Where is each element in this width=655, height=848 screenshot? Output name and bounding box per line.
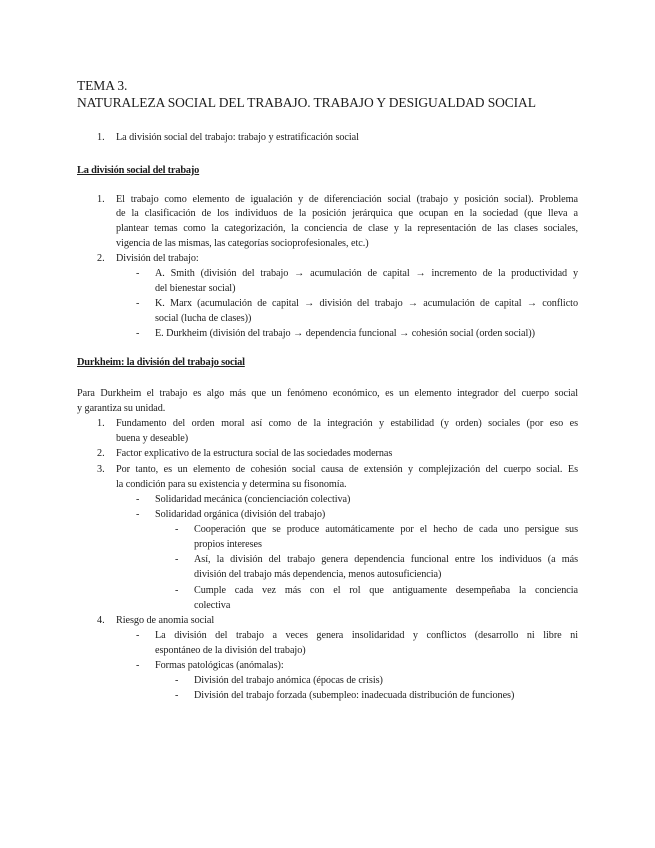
title-line-2: NATURALEZA SOCIAL DEL TRABAJO. TRABAJO Y DESIGUALDAD SOCIAL (77, 95, 536, 110)
bullet-dash: - (136, 509, 140, 520)
section-heading-division-social: La división social del trabajo (77, 165, 200, 176)
s2-item4-bullet1-line-1: La división del trabajo a veces genera insolidaridad y conflictos (desarrollo ni libre ni (155, 630, 578, 641)
toc-text: La división social del trabajo: trabajo y estratificación social (116, 132, 359, 143)
s2-item4-bullet1-line-2: espontáneo de la división del trabajo) (155, 645, 306, 656)
s1-item1-line-2: de la clasificación de los individuos de la posición jerárquica que ocupan en la sociedad (que lleva a (116, 208, 578, 219)
s1-item2-text: División del trabajo: (116, 253, 199, 264)
s2-item4-number: 4. (97, 615, 105, 626)
s1-bullet-marx-line-1: K. Marx (acumulación de capital → división del trabajo → acumulación de capital → conflicto (155, 298, 578, 309)
s2-item2-text: Factor explicativo de la estructura social de las sociedades modernas (116, 448, 393, 459)
bullet-dash: - (136, 494, 140, 505)
s2-item3-sub3-line-1: Cumple cada vez más con el rol que antiguamente desempeñaba la conciencia (194, 585, 578, 596)
s2-intro-line-1: Para Durkheim el trabajo es algo más que un fenómeno económico, es un elemento integrador del cuerpo social (77, 388, 578, 399)
sub-bullet-dash: - (175, 690, 179, 701)
s1-item1-line-1: El trabajo como elemento de igualación y de diferenciación social (trabajo y posición social). Problema (116, 194, 578, 205)
s1-bullet-smith-line-1: A. Smith (división del trabajo → acumulación de capital → incremento de la productividad y (155, 268, 578, 279)
s2-item3-line-1: Por tanto, es un elemento de cohesión social causa de extensión y complejización del cuerpo social. Es (116, 464, 578, 475)
s2-item3-number: 3. (97, 464, 105, 475)
title-line-1: TEMA 3. (77, 78, 128, 93)
sub-bullet-dash: - (175, 675, 179, 686)
s2-item1-line-1: Fundamento del orden moral así como de la integración y estabilidad (y orden) sociales (por eso es (116, 418, 578, 429)
bullet-dash: - (136, 328, 140, 339)
s2-item3-line-2: la condición para su existencia y determina su fisonomía. (116, 479, 347, 490)
bullet-dash: - (136, 298, 140, 309)
s1-bullet-durkheim: E. Durkheim (división del trabajo → dependencia funcional → cohesión social (orden social)) (155, 328, 535, 339)
s2-item4-sub2: División del trabajo forzada (subempleo: inadecuada distribución de funciones) (194, 690, 515, 701)
s2-item3-sub1-line-2: propios intereses (194, 539, 262, 550)
s1-bullet-marx-line-2: social (lucha de clases)) (155, 313, 252, 324)
s2-item3-bullet-mecanica: Solidaridad mecánica (concienciación colectiva) (155, 494, 351, 505)
s2-intro-line-2: y garantiza su unidad. (77, 403, 166, 414)
s1-item1-number: 1. (97, 194, 105, 205)
sub-bullet-dash: - (175, 554, 179, 565)
bullet-dash: - (136, 660, 140, 671)
toc-number: 1. (97, 132, 105, 143)
section-heading-durkheim: Durkheim: la división del trabajo social (77, 357, 245, 368)
s2-item3-sub2-line-2: división del trabajo más dependencia, menos autosuficiencia) (194, 569, 442, 580)
s1-item1-line-4: vigencia de las mismas, las categorías socioprofesionales, etc.) (116, 238, 369, 249)
s2-item4-bullet2: Formas patológicas (anómalas): (155, 660, 284, 671)
s2-item1-number: 1. (97, 418, 105, 429)
s2-item3-sub1-line-1: Cooperación que se produce automáticamente por el hecho de cada uno persigue sus (194, 524, 578, 535)
s1-item1-line-3: plantear temas como la categorización, la conciencia de clase y la representación de las clases sociales, (116, 223, 578, 234)
s1-item2-number: 2. (97, 253, 105, 264)
sub-bullet-dash: - (175, 524, 179, 535)
s1-bullet-smith-line-2: del bienestar social) (155, 283, 236, 294)
bullet-dash: - (136, 268, 140, 279)
s2-item2-number: 2. (97, 448, 105, 459)
bullet-dash: - (136, 630, 140, 641)
s2-item4-sub1: División del trabajo anómica (épocas de crisis) (194, 675, 383, 686)
s2-item4-text: Riesgo de anomia social (116, 615, 215, 626)
s2-item3-sub3-line-2: colectiva (194, 600, 231, 611)
s2-item3-sub2-line-1: Así, la división del trabajo genera dependencia funcional entre los individuos (a más (194, 554, 578, 565)
s2-item1-line-2: buena y deseable) (116, 433, 189, 444)
sub-bullet-dash: - (175, 585, 179, 596)
s2-item3-bullet-organica: Solidaridad orgánica (división del trabajo) (155, 509, 326, 520)
